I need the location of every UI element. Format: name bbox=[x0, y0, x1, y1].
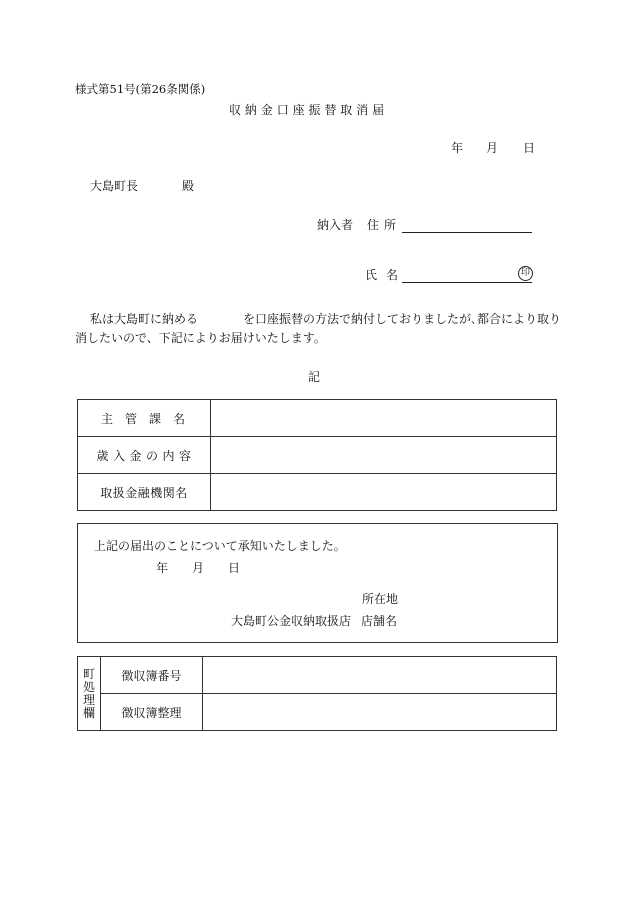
ack-location-label: 所在地 bbox=[362, 592, 399, 606]
date-day-label: 日 bbox=[523, 141, 536, 155]
table-row bbox=[78, 657, 557, 694]
row-label-ledger-arrangement: 徴収簿整理 bbox=[101, 694, 203, 731]
form-title: 収納金口座振替取消届 bbox=[229, 103, 389, 117]
side-char: 処 bbox=[82, 679, 95, 694]
body-text-1b: を口座振替の方法で納付しておりましたが､都合により取り bbox=[243, 312, 562, 326]
body-text-1a: 私は大島町に納める bbox=[90, 312, 199, 326]
form-number: 様式第51号(第26条関係) bbox=[75, 82, 206, 96]
address-label: 住所 bbox=[367, 218, 402, 232]
ki-heading: 記 bbox=[308, 370, 321, 384]
row-label-ledger-number: 徴収簿番号 bbox=[101, 657, 203, 694]
honorific: 殿 bbox=[182, 179, 195, 193]
office-use-table bbox=[77, 656, 557, 731]
row-value-ledger-arrangement[interactable] bbox=[203, 694, 557, 731]
details-table bbox=[77, 399, 557, 511]
date-year-label: 年 bbox=[451, 141, 464, 155]
acknowledgment-box bbox=[77, 523, 558, 643]
ack-agent-name: 大島町公金収納取扱店 bbox=[231, 614, 352, 628]
name-underline[interactable] bbox=[402, 282, 532, 283]
row-value-bank[interactable] bbox=[211, 474, 557, 511]
table-row bbox=[78, 694, 557, 731]
office-use-side-label bbox=[78, 657, 101, 731]
ack-store-label: 店舗名 bbox=[361, 614, 398, 628]
row-value-revenue[interactable] bbox=[211, 437, 557, 474]
side-char: 理 bbox=[82, 692, 95, 707]
side-char: 欄 bbox=[82, 705, 95, 720]
ack-day-label: 日 bbox=[228, 561, 241, 575]
table-row bbox=[78, 474, 557, 511]
payer-label: 納入者 bbox=[317, 218, 354, 232]
seal-mark: 印 bbox=[518, 266, 533, 281]
body-text-2: 消したいので、下記によりお届けいたします。 bbox=[75, 331, 326, 345]
table-row bbox=[78, 437, 557, 474]
row-label-division: 主管課名 bbox=[78, 400, 211, 437]
row-label-revenue: 歳入金の内容 bbox=[78, 437, 211, 474]
side-char: 町 bbox=[82, 666, 95, 681]
ack-month-label: 月 bbox=[192, 561, 205, 575]
recipient-name: 大島町長 bbox=[90, 179, 139, 193]
row-label-bank: 取扱金融機関名 bbox=[78, 474, 211, 511]
address-underline[interactable] bbox=[402, 232, 532, 233]
date-month-label: 月 bbox=[486, 141, 499, 155]
row-value-ledger-number[interactable] bbox=[203, 657, 557, 694]
row-value-division[interactable] bbox=[211, 400, 557, 437]
name-label: 氏名 bbox=[365, 268, 408, 282]
ack-year-label: 年 bbox=[156, 561, 169, 575]
ack-text: 上記の届出のことについて承知いたしました。 bbox=[94, 539, 346, 553]
table-row bbox=[78, 400, 557, 437]
